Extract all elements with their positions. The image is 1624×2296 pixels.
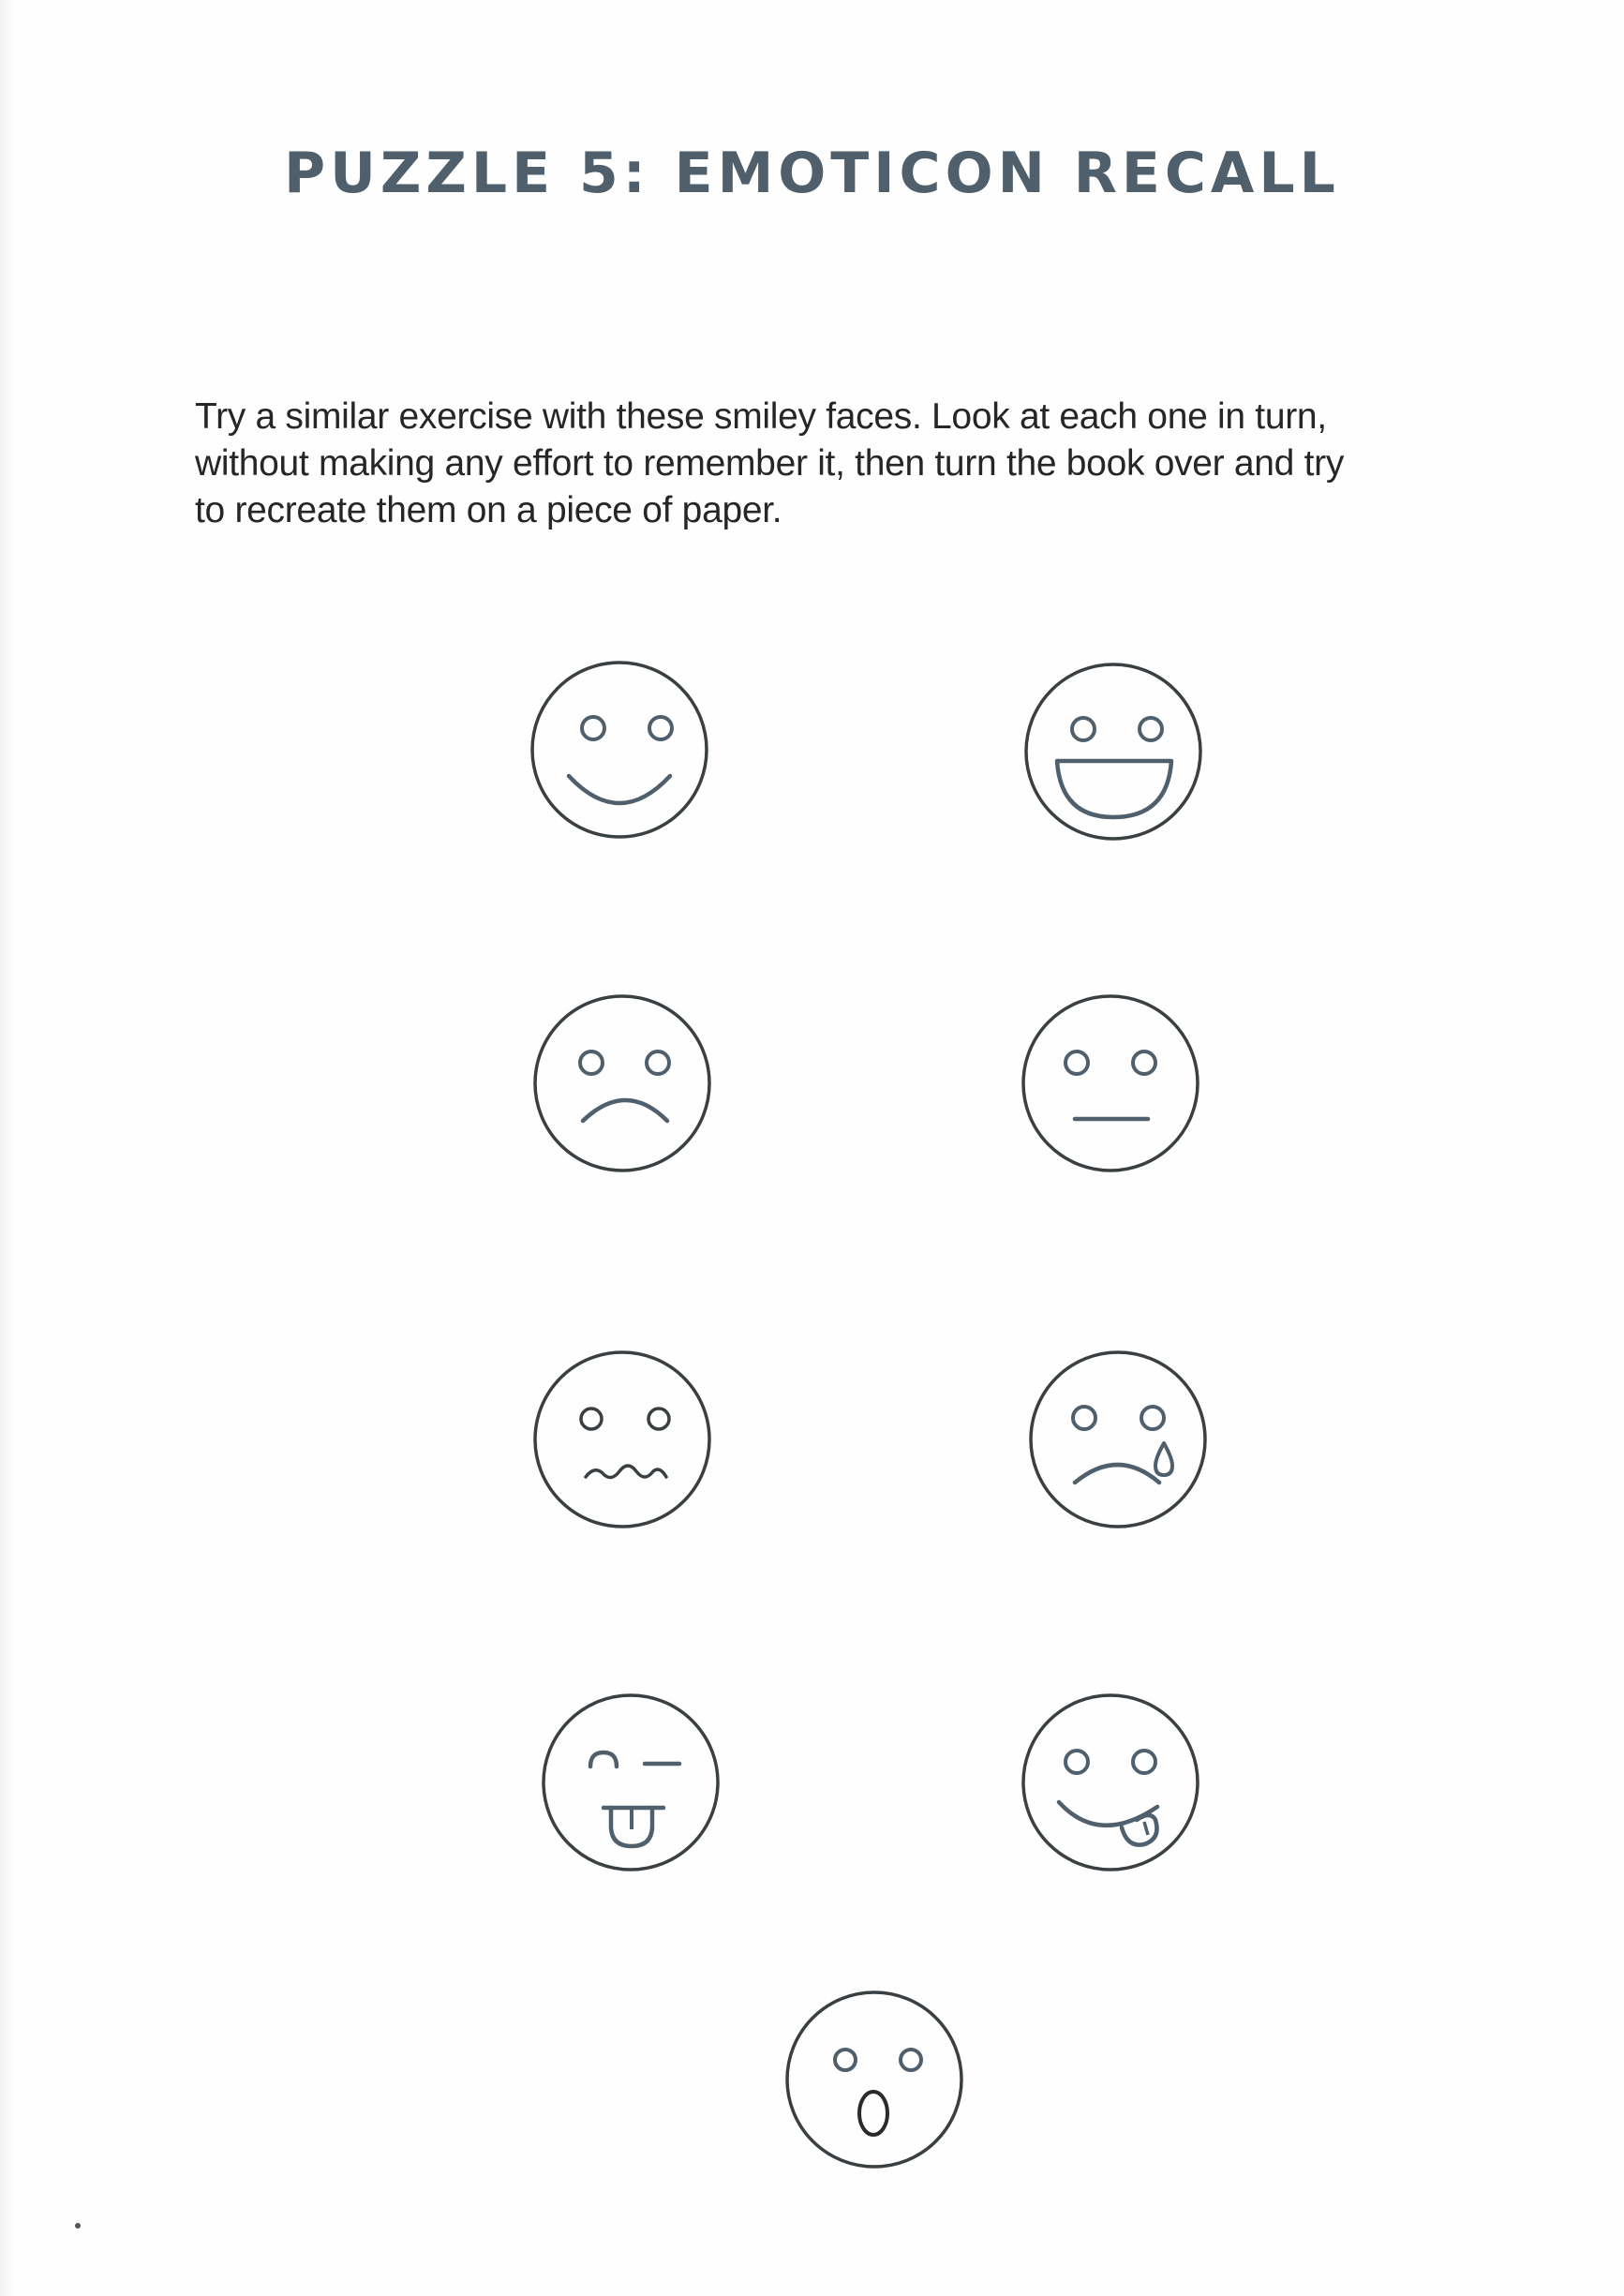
- smiling-face-icon: [526, 656, 713, 843]
- playful-tongue-face-icon: [1017, 1689, 1204, 1876]
- winking-tongue-face-icon: [537, 1689, 724, 1876]
- page-speck: [75, 2223, 81, 2229]
- instructions-line: without making any effort to remember it, then turn the book over and try: [195, 443, 1345, 484]
- instructions-paragraph: [195, 394, 1526, 534]
- instructions-line: to recreate them on a piece of paper.: [195, 490, 782, 530]
- crying-face-icon: [1026, 1346, 1214, 1533]
- neutral-face-icon: [1015, 990, 1202, 1177]
- instructions-line: Try a similar exercise with these smiley faces. Look at each one in turn,: [195, 396, 1327, 437]
- surprised-face-icon: [781, 1986, 968, 2173]
- page-binding-shadow: [0, 0, 13, 2296]
- anxious-face-icon: [529, 1346, 716, 1533]
- sad-face-icon: [529, 990, 716, 1177]
- page-title: PUZZLE 5: EMOTICON RECALL: [284, 141, 1340, 206]
- grinning-face-icon: [1020, 656, 1207, 843]
